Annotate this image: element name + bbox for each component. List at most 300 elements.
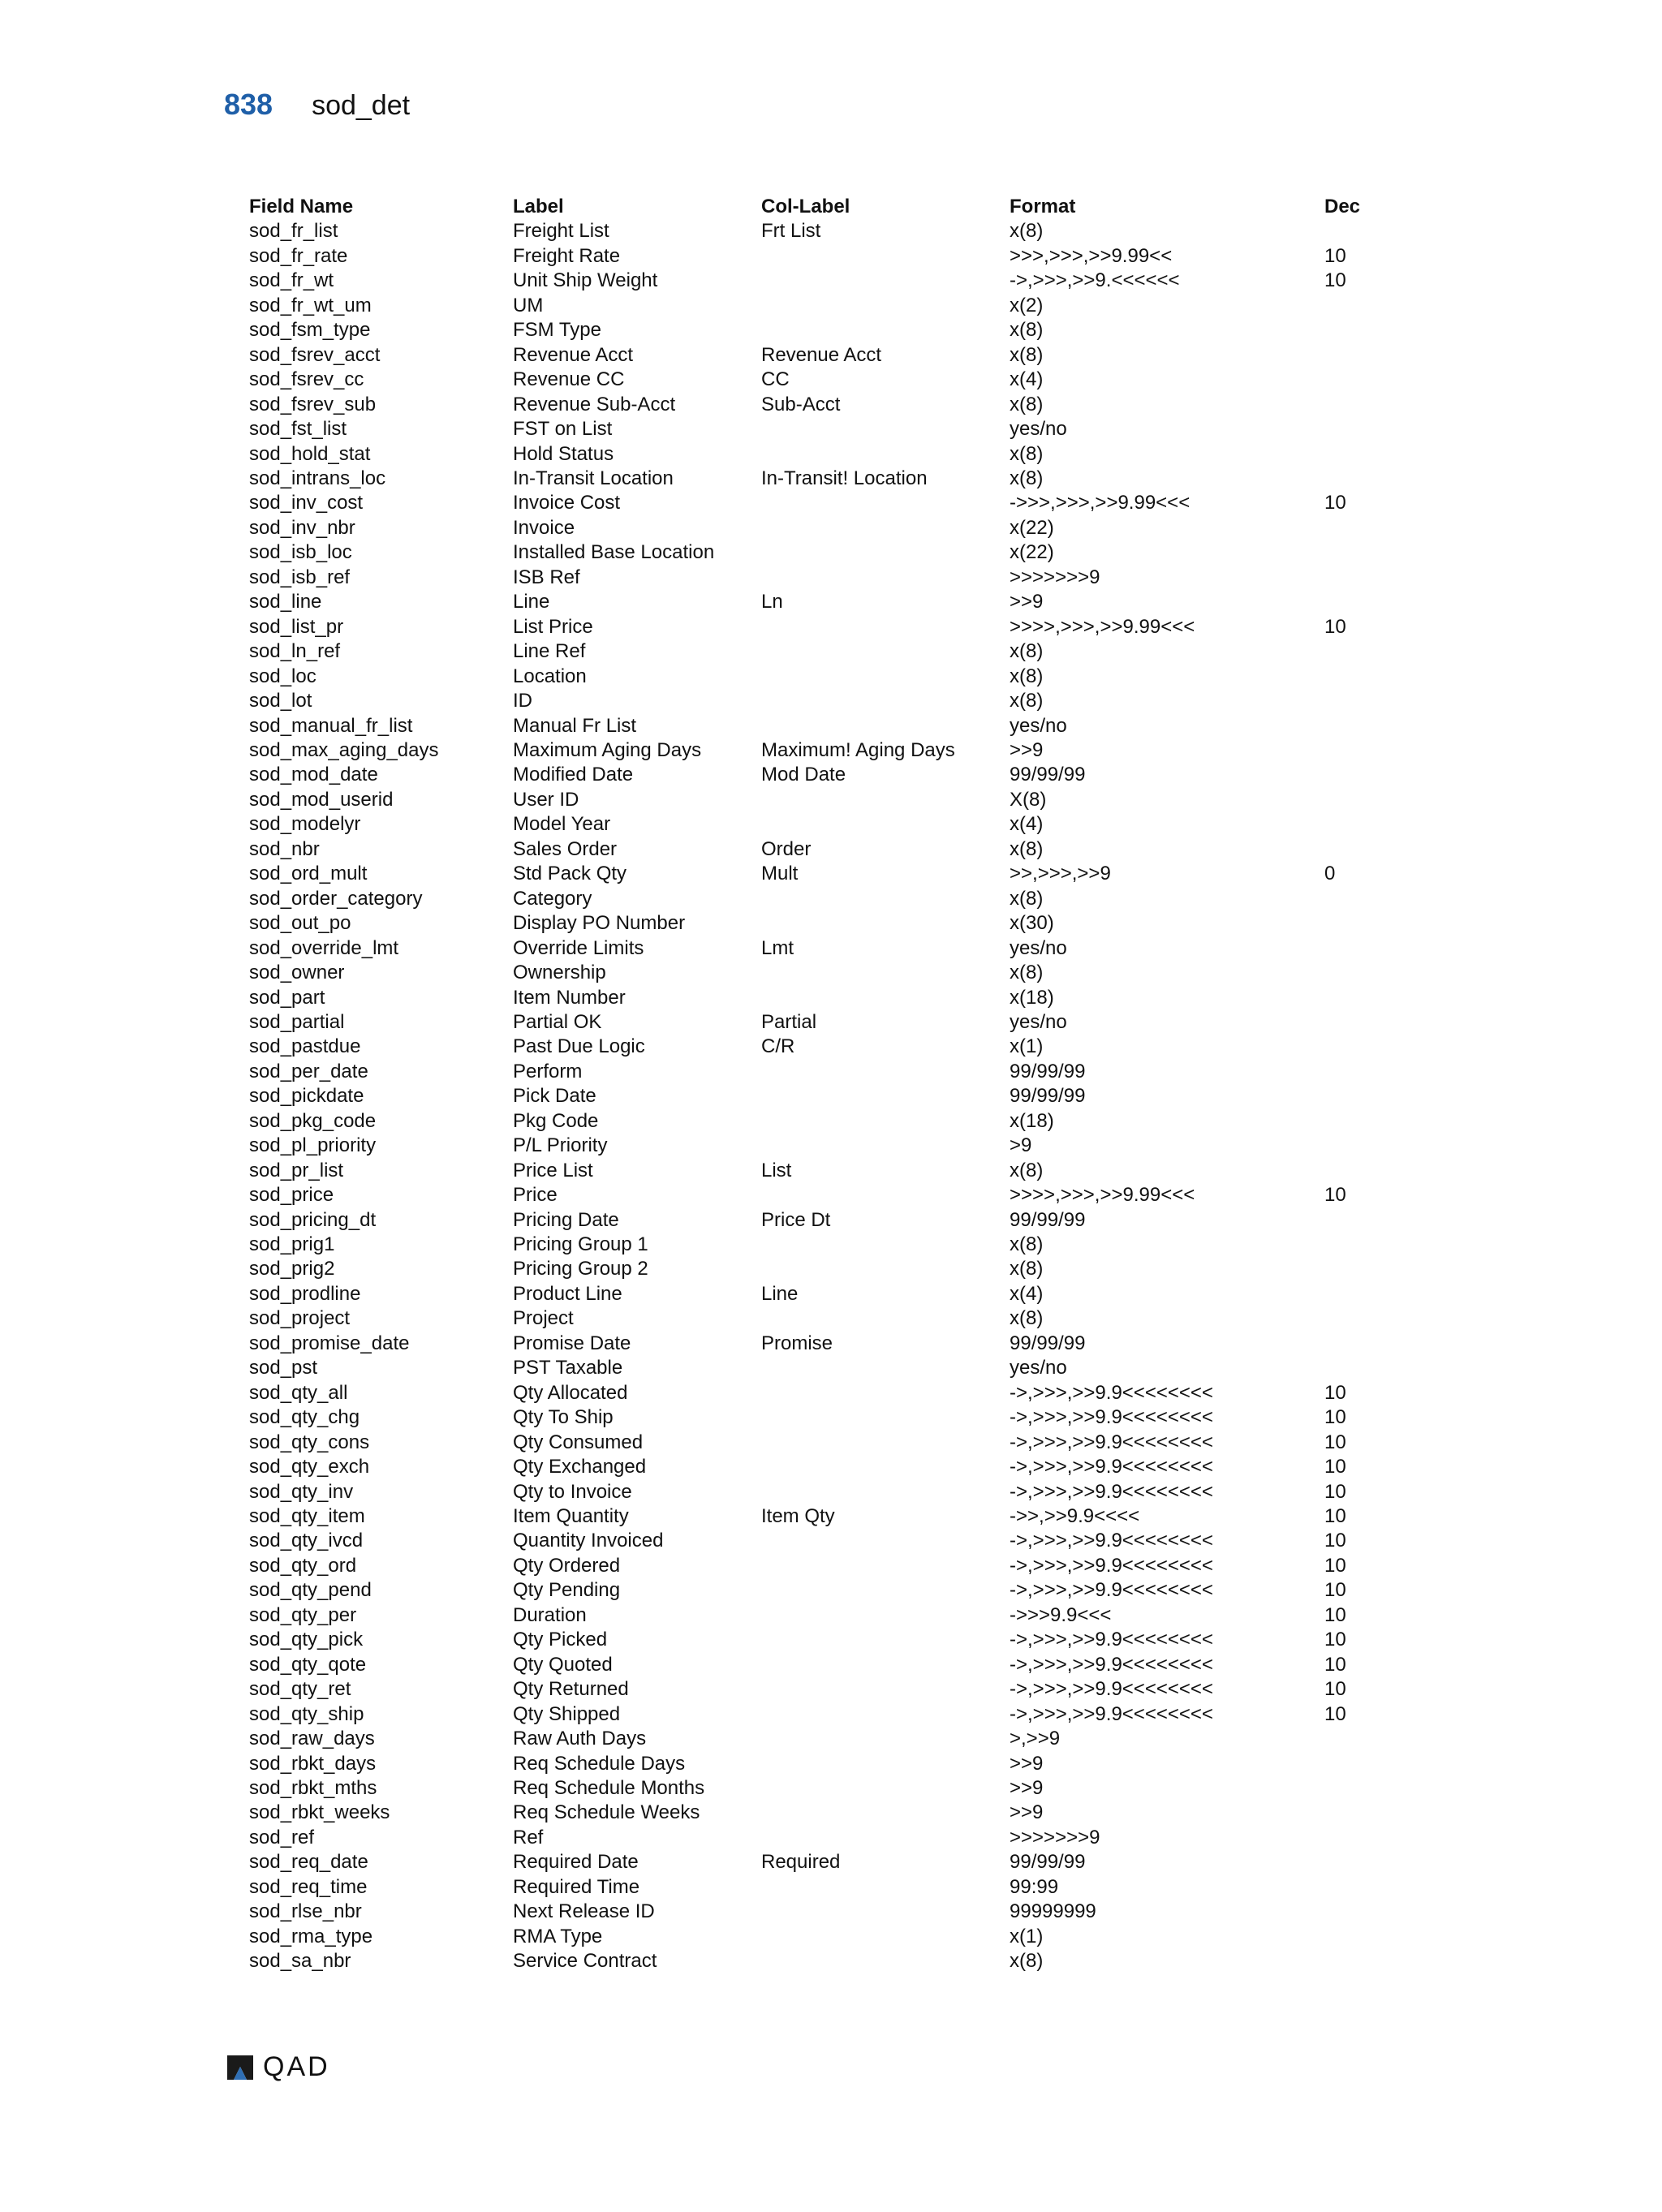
cell-dec <box>1324 1875 1397 1900</box>
cell-format: >>,>>>,>>9 <box>1010 863 1111 885</box>
cell-format: x(4) <box>1010 813 1044 836</box>
cell-format: x(8) <box>1010 962 1044 984</box>
cell-label: Item Number <box>513 986 626 1009</box>
cell-col-label: Sub-Acct <box>761 393 841 415</box>
cell-col-label <box>761 1653 1010 1677</box>
cell-dec <box>1324 1035 1397 1059</box>
cell-format: 99/99/99 <box>1010 1208 1086 1231</box>
cell-field-name: sod_qty_item <box>249 1505 365 1528</box>
cell-dec <box>1324 887 1397 911</box>
cell-col-label: Partial <box>761 1010 817 1033</box>
cell-dec <box>1324 1010 1397 1035</box>
table-row <box>249 1455 1397 1479</box>
cell-dec <box>1324 788 1397 812</box>
cell-format: yes/no <box>1010 1010 1067 1033</box>
cell-dec <box>1324 368 1397 392</box>
cell-dec <box>1324 1332 1397 1356</box>
cell-field-name: sod_pkg_code <box>249 1109 377 1132</box>
cell-field-name: sod_qty_inv <box>249 1480 354 1503</box>
cell-col-label: CC <box>761 368 790 391</box>
cell-dec: 10 <box>1324 1603 1346 1626</box>
cell-field-name: sod_pr_list <box>249 1159 344 1181</box>
table-row <box>249 1208 1397 1233</box>
cell-col-label <box>761 1677 1010 1702</box>
table-row <box>249 566 1397 590</box>
cell-format: >9 <box>1010 1134 1032 1157</box>
cell-col-label <box>761 1776 1010 1801</box>
table-row <box>249 1381 1397 1405</box>
cell-label: Std Pack Qty <box>513 863 627 885</box>
cell-dec <box>1324 1134 1397 1158</box>
cell-format: ->>>9.9<<< <box>1010 1603 1112 1626</box>
cell-format: ->,>>>,>>9.9<<<<<<<< <box>1010 1381 1213 1404</box>
cell-format: yes/no <box>1010 714 1067 737</box>
cell-field-name: sod_pickdate <box>249 1085 364 1108</box>
cell-dec <box>1324 714 1397 738</box>
cell-dec <box>1324 393 1397 417</box>
cell-label: Unit Ship Weight <box>513 269 658 292</box>
cell-format: >>>>,>>>,>>9.99<<< <box>1010 615 1195 638</box>
table-row <box>249 1554 1397 1578</box>
cell-dec: 10 <box>1324 1702 1346 1725</box>
cell-label: P/L Priority <box>513 1134 608 1157</box>
cell-field-name: sod_raw_days <box>249 1728 375 1750</box>
cell-field-name: sod_fr_wt <box>249 269 334 292</box>
cell-col-label: Revenue Acct <box>761 343 882 366</box>
cell-label: Qty Exchanged <box>513 1456 647 1478</box>
cell-col-label <box>761 1752 1010 1776</box>
cell-label: Qty To Ship <box>513 1406 614 1429</box>
cell-format: ->,>>>,>>9.9<<<<<<<< <box>1010 1629 1213 1651</box>
cell-label: Required Date <box>513 1851 639 1874</box>
cell-col-label: Promise <box>761 1332 833 1354</box>
cell-field-name: sod_fr_list <box>249 220 338 243</box>
cell-format: x(18) <box>1010 986 1054 1009</box>
table-row <box>249 1233 1397 1257</box>
cell-dec: 0 <box>1324 863 1336 885</box>
cell-field-name: sod_prig1 <box>249 1233 335 1256</box>
cell-col-label <box>761 714 1010 738</box>
table-row <box>249 763 1397 787</box>
cell-label: Project <box>513 1307 574 1330</box>
table-row <box>249 1332 1397 1356</box>
cell-dec: 10 <box>1324 1480 1346 1503</box>
cell-col-label: Lmt <box>761 936 794 959</box>
cell-label: Qty Returned <box>513 1678 629 1701</box>
cell-col-label <box>761 442 1010 467</box>
column-header-field-name: Field Name <box>249 196 354 217</box>
table-row <box>249 1850 1397 1874</box>
cell-field-name: sod_modelyr <box>249 813 361 836</box>
cell-label: Duration <box>513 1603 587 1626</box>
cell-format: ->,>>>,>>9.9<<<<<<<< <box>1010 1456 1213 1478</box>
table-row <box>249 491 1397 515</box>
cell-format: x(8) <box>1010 1159 1044 1181</box>
cell-dec: 10 <box>1324 1381 1346 1404</box>
cell-field-name: sod_pastdue <box>249 1035 361 1058</box>
cell-format: x(22) <box>1010 516 1054 539</box>
cell-field-name: sod_qty_per <box>249 1603 357 1626</box>
cell-dec <box>1324 1826 1397 1850</box>
cell-col-label <box>761 1405 1010 1430</box>
table-row <box>249 1529 1397 1553</box>
cell-col-label <box>761 516 1010 540</box>
cell-col-label <box>761 269 1010 293</box>
cell-dec: 10 <box>1324 1505 1346 1528</box>
page-title: sod_det <box>312 90 411 121</box>
table-row <box>249 689 1397 713</box>
cell-format: 99/99/99 <box>1010 1060 1086 1082</box>
cell-col-label <box>761 1554 1010 1578</box>
cell-format: >>>>>>>9 <box>1010 566 1100 588</box>
cell-col-label <box>761 1603 1010 1628</box>
cell-format: x(8) <box>1010 442 1044 465</box>
table-row <box>249 1109 1397 1134</box>
cell-col-label <box>761 788 1010 812</box>
cell-dec <box>1324 1084 1397 1108</box>
cell-field-name: sod_fsrev_cc <box>249 368 364 391</box>
cell-format: 99/99/99 <box>1010 1332 1086 1354</box>
cell-label: Promise Date <box>513 1332 631 1354</box>
table-row <box>249 788 1397 812</box>
cell-dec <box>1324 318 1397 342</box>
cell-label: Quantity Invoiced <box>513 1530 664 1552</box>
cell-dec <box>1324 467 1397 491</box>
cell-label: Price List <box>513 1159 593 1181</box>
table-row <box>249 837 1397 862</box>
cell-field-name: sod_partial <box>249 1010 345 1033</box>
cell-field-name: sod_sa_nbr <box>249 1950 351 1973</box>
cell-dec <box>1324 1727 1397 1751</box>
table-row <box>249 244 1397 269</box>
cell-field-name: sod_prig2 <box>249 1258 335 1280</box>
cell-field-name: sod_fr_wt_um <box>249 294 372 316</box>
cell-format: 99/99/99 <box>1010 764 1086 786</box>
table-row <box>249 1776 1397 1801</box>
cell-dec <box>1324 590 1397 614</box>
table-row <box>249 986 1397 1010</box>
cell-col-label <box>761 1257 1010 1281</box>
cell-dec <box>1324 1208 1397 1233</box>
table-row <box>249 1084 1397 1108</box>
cell-label: Qty Pending <box>513 1579 621 1602</box>
cell-col-label <box>761 1183 1010 1207</box>
table-row <box>249 590 1397 614</box>
cell-col-label: Frt List <box>761 220 821 243</box>
table-row <box>249 1480 1397 1504</box>
cell-field-name: sod_req_date <box>249 1851 368 1874</box>
cell-dec <box>1324 1949 1397 1973</box>
cell-format: yes/no <box>1010 418 1067 441</box>
cell-format: ->,>>>,>>9.9<<<<<<<< <box>1010 1554 1213 1577</box>
table-row <box>249 1134 1397 1158</box>
cell-col-label: Item Qty <box>761 1505 835 1528</box>
table-row <box>249 1257 1397 1281</box>
cell-col-label <box>761 1826 1010 1850</box>
cell-label: UM <box>513 294 544 316</box>
cell-field-name: sod_max_aging_days <box>249 738 439 761</box>
cell-col-label <box>761 244 1010 269</box>
column-header-label: Label <box>513 196 564 217</box>
cell-field-name: sod_override_lmt <box>249 936 399 959</box>
table-row <box>249 1653 1397 1677</box>
table-row <box>249 1628 1397 1652</box>
table-row <box>249 639 1397 664</box>
cell-field-name: sod_fsm_type <box>249 319 371 342</box>
cell-label: Ownership <box>513 962 606 984</box>
cell-dec: 10 <box>1324 1184 1346 1207</box>
cell-format: ->>>,>>>,>>9.99<<< <box>1010 492 1191 514</box>
table-row <box>249 812 1397 837</box>
cell-label: Model Year <box>513 813 611 836</box>
table-row <box>249 1405 1397 1430</box>
cell-dec: 10 <box>1324 1629 1346 1651</box>
cell-field-name: sod_fst_list <box>249 418 347 441</box>
cell-dec <box>1324 294 1397 318</box>
cell-col-label <box>761 1431 1010 1455</box>
cell-dec: 10 <box>1324 1653 1346 1676</box>
cell-label: Override Limits <box>513 936 644 959</box>
cell-dec <box>1324 911 1397 936</box>
field-table <box>249 195 1397 1974</box>
table-row <box>249 1282 1397 1306</box>
cell-dec <box>1324 343 1397 368</box>
cell-field-name: sod_qty_cons <box>249 1431 370 1453</box>
cell-dec <box>1324 566 1397 590</box>
cell-field-name: sod_manual_fr_list <box>249 714 413 737</box>
cell-field-name: sod_prodline <box>249 1282 361 1305</box>
cell-format: x(18) <box>1010 1109 1054 1132</box>
cell-label: Manual Fr List <box>513 714 637 737</box>
cell-col-label: Maximum! Aging Days <box>761 738 955 761</box>
cell-dec <box>1324 1900 1397 1924</box>
cell-col-label <box>761 566 1010 590</box>
column-header-format: Format <box>1010 196 1076 217</box>
cell-label: Invoice <box>513 516 575 539</box>
cell-col-label <box>761 1925 1010 1949</box>
table-row <box>249 1826 1397 1850</box>
table-row <box>249 1727 1397 1751</box>
cell-field-name: sod_rbkt_days <box>249 1752 377 1775</box>
cell-field-name: sod_price <box>249 1184 334 1207</box>
cell-dec <box>1324 665 1397 689</box>
cell-col-label <box>761 689 1010 713</box>
cell-col-label: Ln <box>761 591 783 613</box>
cell-format: ->>,>>9.9<<<< <box>1010 1505 1140 1528</box>
cell-label: Category <box>513 887 592 910</box>
cell-label: Revenue Sub-Acct <box>513 393 676 415</box>
cell-format: x(2) <box>1010 294 1044 316</box>
table-row <box>249 1306 1397 1331</box>
cell-dec: 10 <box>1324 1579 1346 1602</box>
cell-dec <box>1324 837 1397 862</box>
cell-label: Service Contract <box>513 1950 657 1973</box>
cell-field-name: sod_promise_date <box>249 1332 410 1354</box>
cell-format: ->,>>>,>>9.<<<<<< <box>1010 269 1180 292</box>
cell-format: x(8) <box>1010 640 1044 663</box>
cell-field-name: sod_list_pr <box>249 615 344 638</box>
table-row <box>249 615 1397 639</box>
cell-field-name: sod_qty_chg <box>249 1406 360 1429</box>
cell-col-label <box>761 665 1010 689</box>
table-row <box>249 1702 1397 1727</box>
table-row <box>249 1431 1397 1455</box>
cell-label: FST on List <box>513 418 613 441</box>
page-header <box>224 88 410 128</box>
cell-col-label <box>761 1455 1010 1479</box>
cell-format: x(30) <box>1010 912 1054 935</box>
cell-field-name: sod_qty_exch <box>249 1456 370 1478</box>
cell-label: Location <box>513 665 587 687</box>
cell-dec <box>1324 1850 1397 1874</box>
cell-field-name: sod_qty_all <box>249 1381 348 1404</box>
cell-field-name: sod_mod_userid <box>249 788 394 811</box>
cell-format: x(4) <box>1010 368 1044 391</box>
cell-col-label <box>761 1949 1010 1973</box>
cell-label: Hold Status <box>513 442 614 465</box>
cell-col-label: Required <box>761 1851 841 1874</box>
cell-col-label <box>761 1628 1010 1652</box>
cell-field-name: sod_hold_stat <box>249 442 371 465</box>
cell-label: Installed Base Location <box>513 541 715 564</box>
cell-field-name: sod_pricing_dt <box>249 1208 377 1231</box>
column-header-dec: Dec <box>1324 196 1361 217</box>
cell-label: User ID <box>513 788 579 811</box>
cell-field-name: sod_ln_ref <box>249 640 341 663</box>
cell-format: x(1) <box>1010 1925 1044 1947</box>
cell-dec: 10 <box>1324 1554 1346 1577</box>
cell-format: ->,>>>,>>9.9<<<<<<<< <box>1010 1530 1213 1552</box>
cell-col-label <box>761 911 1010 936</box>
table-row <box>249 1949 1397 1973</box>
cell-format: ->,>>>,>>9.9<<<<<<<< <box>1010 1702 1213 1725</box>
cell-label: Qty to Invoice <box>513 1480 632 1503</box>
cell-label: FSM Type <box>513 319 601 342</box>
cell-format: >>9 <box>1010 1777 1044 1799</box>
cell-format: ->,>>>,>>9.9<<<<<<<< <box>1010 1678 1213 1701</box>
cell-format: ->,>>>,>>9.9<<<<<<<< <box>1010 1579 1213 1602</box>
table-row <box>249 961 1397 985</box>
cell-col-label: Order <box>761 837 812 860</box>
cell-label: Price <box>513 1184 558 1207</box>
table-row <box>249 738 1397 763</box>
cell-label: ID <box>513 690 532 712</box>
cell-format: >>>>,>>>,>>9.99<<< <box>1010 1184 1195 1207</box>
cell-label: Sales Order <box>513 837 618 860</box>
table-row <box>249 1060 1397 1084</box>
cell-field-name: sod_per_date <box>249 1060 368 1082</box>
cell-dec <box>1324 1159 1397 1183</box>
cell-col-label <box>761 1381 1010 1405</box>
cell-field-name: sod_project <box>249 1307 351 1330</box>
cell-format: >>9 <box>1010 1801 1044 1824</box>
cell-field-name: sod_line <box>249 591 322 613</box>
cell-col-label: List <box>761 1159 792 1181</box>
cell-col-label <box>761 1233 1010 1257</box>
cell-dec <box>1324 1356 1397 1380</box>
table-row <box>249 1677 1397 1702</box>
table-row <box>249 1801 1397 1825</box>
cell-dec: 10 <box>1324 1431 1346 1453</box>
cell-dec <box>1324 689 1397 713</box>
cell-label: Line Ref <box>513 640 586 663</box>
cell-col-label <box>761 1529 1010 1553</box>
cell-field-name: sod_inv_nbr <box>249 516 355 539</box>
table-row <box>249 1925 1397 1949</box>
cell-format: yes/no <box>1010 1357 1067 1379</box>
cell-format: x(8) <box>1010 393 1044 415</box>
table-row <box>249 665 1397 689</box>
cell-field-name: sod_qty_pick <box>249 1629 364 1651</box>
cell-col-label <box>761 1356 1010 1380</box>
table-row <box>249 911 1397 936</box>
cell-label: RMA Type <box>513 1925 603 1947</box>
cell-label: Qty Consumed <box>513 1431 644 1453</box>
cell-format: ->,>>>,>>9.9<<<<<<<< <box>1010 1406 1213 1429</box>
cell-field-name: sod_rbkt_mths <box>249 1777 377 1799</box>
table-row <box>249 1603 1397 1628</box>
cell-col-label <box>761 491 1010 515</box>
cell-format: x(8) <box>1010 1258 1044 1280</box>
cell-format: x(1) <box>1010 1035 1044 1058</box>
cell-field-name: sod_inv_cost <box>249 492 364 514</box>
cell-format: x(22) <box>1010 541 1054 564</box>
cell-col-label <box>761 1900 1010 1924</box>
cell-label: Pricing Group 1 <box>513 1233 648 1256</box>
cell-label: Freight List <box>513 220 609 243</box>
cell-col-label <box>761 1875 1010 1900</box>
table-row <box>249 1900 1397 1924</box>
cell-label: Pick Date <box>513 1085 596 1108</box>
cell-format: x(8) <box>1010 1307 1044 1330</box>
table-row <box>249 1504 1397 1529</box>
cell-label: List Price <box>513 615 593 638</box>
cell-field-name: sod_ord_mult <box>249 863 368 885</box>
table-row <box>249 269 1397 293</box>
cell-field-name: sod_mod_date <box>249 764 378 786</box>
cell-field-name: sod_rma_type <box>249 1925 373 1947</box>
cell-dec <box>1324 1306 1397 1331</box>
cell-label: Maximum Aging Days <box>513 738 702 761</box>
cell-col-label <box>761 639 1010 664</box>
table-row <box>249 1183 1397 1207</box>
cell-col-label <box>761 887 1010 911</box>
table-row <box>249 936 1397 961</box>
cell-label: Item Quantity <box>513 1505 629 1528</box>
cell-format: >>9 <box>1010 1752 1044 1775</box>
cell-field-name: sod_lot <box>249 690 312 712</box>
table-row <box>249 1010 1397 1035</box>
cell-dec: 10 <box>1324 1530 1346 1552</box>
cell-format: x(8) <box>1010 690 1044 712</box>
table-row <box>249 1356 1397 1380</box>
cell-col-label <box>761 318 1010 342</box>
cell-dec <box>1324 961 1397 985</box>
cell-dec <box>1324 417 1397 441</box>
table-row <box>249 294 1397 318</box>
cell-dec <box>1324 1109 1397 1134</box>
cell-dec <box>1324 1776 1397 1801</box>
cell-label: Invoice Cost <box>513 492 621 514</box>
cell-field-name: sod_qty_ivcd <box>249 1530 364 1552</box>
cell-label: Freight Rate <box>513 244 621 267</box>
cell-col-label: Line <box>761 1282 799 1305</box>
cell-dec <box>1324 1257 1397 1281</box>
cell-col-label <box>761 540 1010 565</box>
cell-format: x(8) <box>1010 220 1044 243</box>
cell-label: Ref <box>513 1826 544 1848</box>
cell-col-label <box>761 1727 1010 1751</box>
